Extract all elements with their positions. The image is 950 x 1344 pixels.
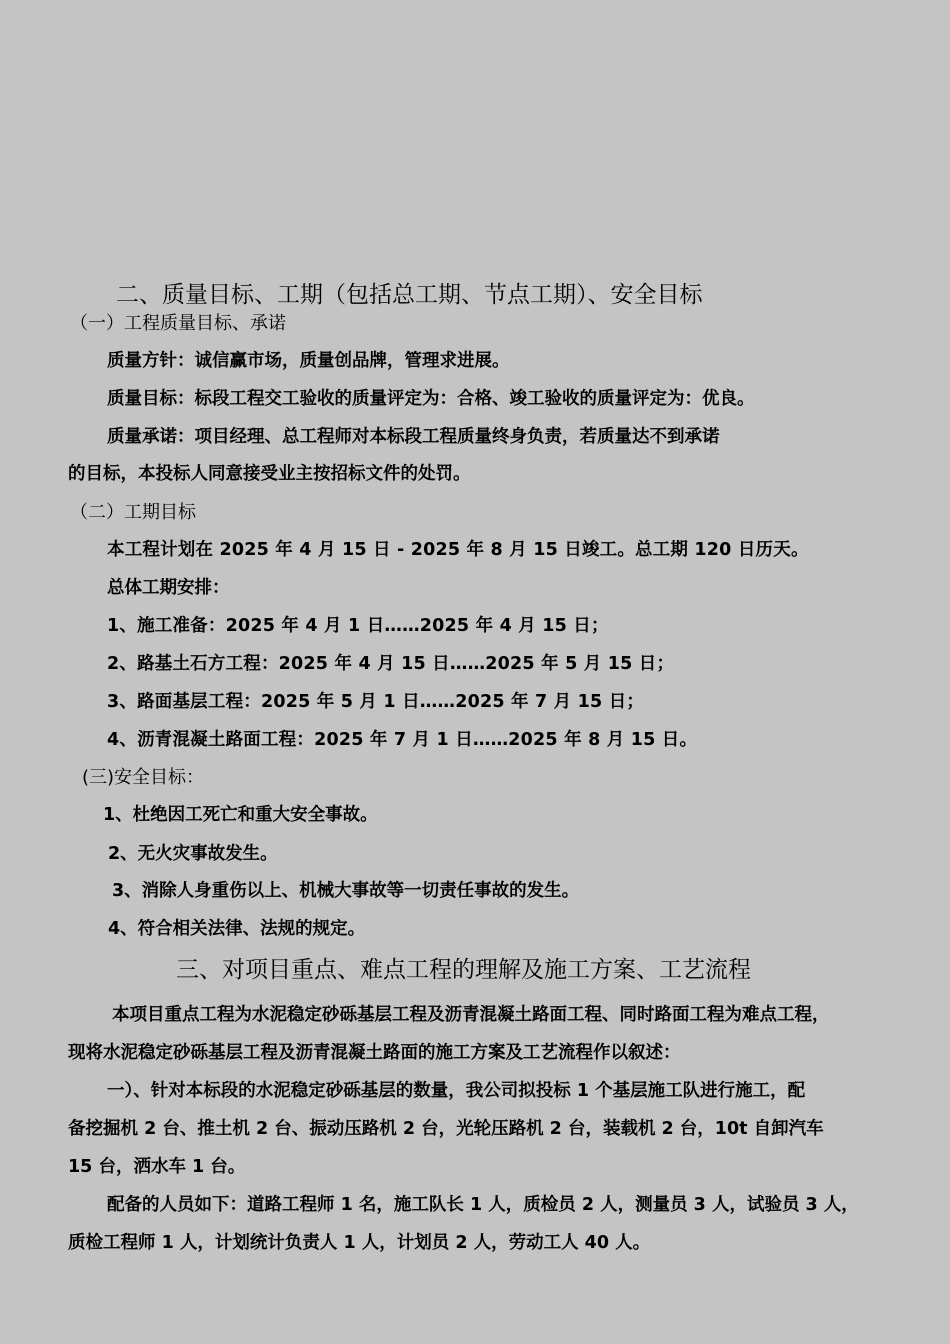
- schedule-subheading: （二）工期目标: [70, 502, 196, 523]
- quality-policy: 质量方针：诚信赢市场，质量创品牌，管理求进展。: [107, 351, 510, 371]
- quality-commitment-line1: 质量承诺：项目经理、总工程师对本标段工程质量终身负责，若质量达不到承诺: [107, 427, 720, 447]
- quality-commitment-line2: 的目标，本投标人同意接受业主按招标文件的处罚。: [68, 464, 471, 484]
- schedule-item: 3、路面基层工程：2025 年 5 月 1 日……2025 年 7 月 15 日；: [107, 692, 645, 712]
- schedule-overall-label: 总体工期安排：: [107, 578, 230, 598]
- safety-subheading: (三)安全目标：: [82, 767, 205, 788]
- safety-item: 2、无火灾事故发生。: [108, 844, 278, 864]
- schedule-item: 4、沥青混凝土路面工程：2025 年 7 月 1 日……2025 年 8 月 15 日。: [107, 730, 698, 750]
- part-1-line1: 一）、针对本标段的水泥稳定砂砾基层的数量，我公司拟投标 1 个基层施工队进行施工，配: [107, 1081, 806, 1101]
- staff-line1: 配备的人员如下：道路工程师 1 名，施工队长 1 人，质检员 2 人，测量员 3 人，试验员 3 人，: [107, 1195, 859, 1215]
- schedule-item: 2、路基土石方工程：2025 年 4 月 15 日……2025 年 5 月 15 日；: [107, 654, 675, 674]
- schedule-item: 1、施工准备：2025 年 4 月 1 日……2025 年 4 月 15 日；: [107, 616, 609, 636]
- part-1-line2: 备挖掘机 2 台、推土机 2 台、振动压路机 2 台，光轮压路机 2 台，装载机 2 台，10t 自卸汽车: [68, 1119, 824, 1139]
- schedule-plan: 本工程计划在 2025 年 4 月 15 日 - 2025 年 8 月 15 日竣工。总工期 120 日历天。: [107, 540, 809, 560]
- section-3-heading: 三、对项目重点、难点工程的理解及施工方案、工艺流程: [176, 957, 751, 983]
- safety-item: 3、消除人身重伤以上、机械大事故等一切责任事故的发生。: [112, 881, 580, 901]
- section-2-heading: 二、质量目标、工期（包括总工期、节点工期）、安全目标: [116, 282, 703, 308]
- staff-line2: 质检工程师 1 人，计划统计负责人 1 人，计划员 2 人，劳动工人 40 人。: [68, 1233, 651, 1253]
- safety-item: 1、杜绝因工死亡和重大安全事故。: [103, 805, 378, 825]
- quality-subheading: （一）工程质量目标、承诺: [70, 313, 286, 334]
- quality-target: 质量目标：标段工程交工验收的质量评定为：合格、竣工验收的质量评定为：优良。: [107, 389, 755, 409]
- part-1-line3: 15 台，洒水车 1 台。: [68, 1157, 246, 1177]
- section-3-intro-line2: 现将水泥稳定砂砾基层工程及沥青混凝土路面的施工方案及工艺流程作以叙述：: [68, 1043, 681, 1063]
- section-3-intro-line1: 本项目重点工程为水泥稳定砂砾基层工程及沥青混凝土路面工程、同时路面工程为难点工程，: [112, 1005, 830, 1025]
- safety-item: 4、符合相关法律、法规的规定。: [108, 919, 366, 939]
